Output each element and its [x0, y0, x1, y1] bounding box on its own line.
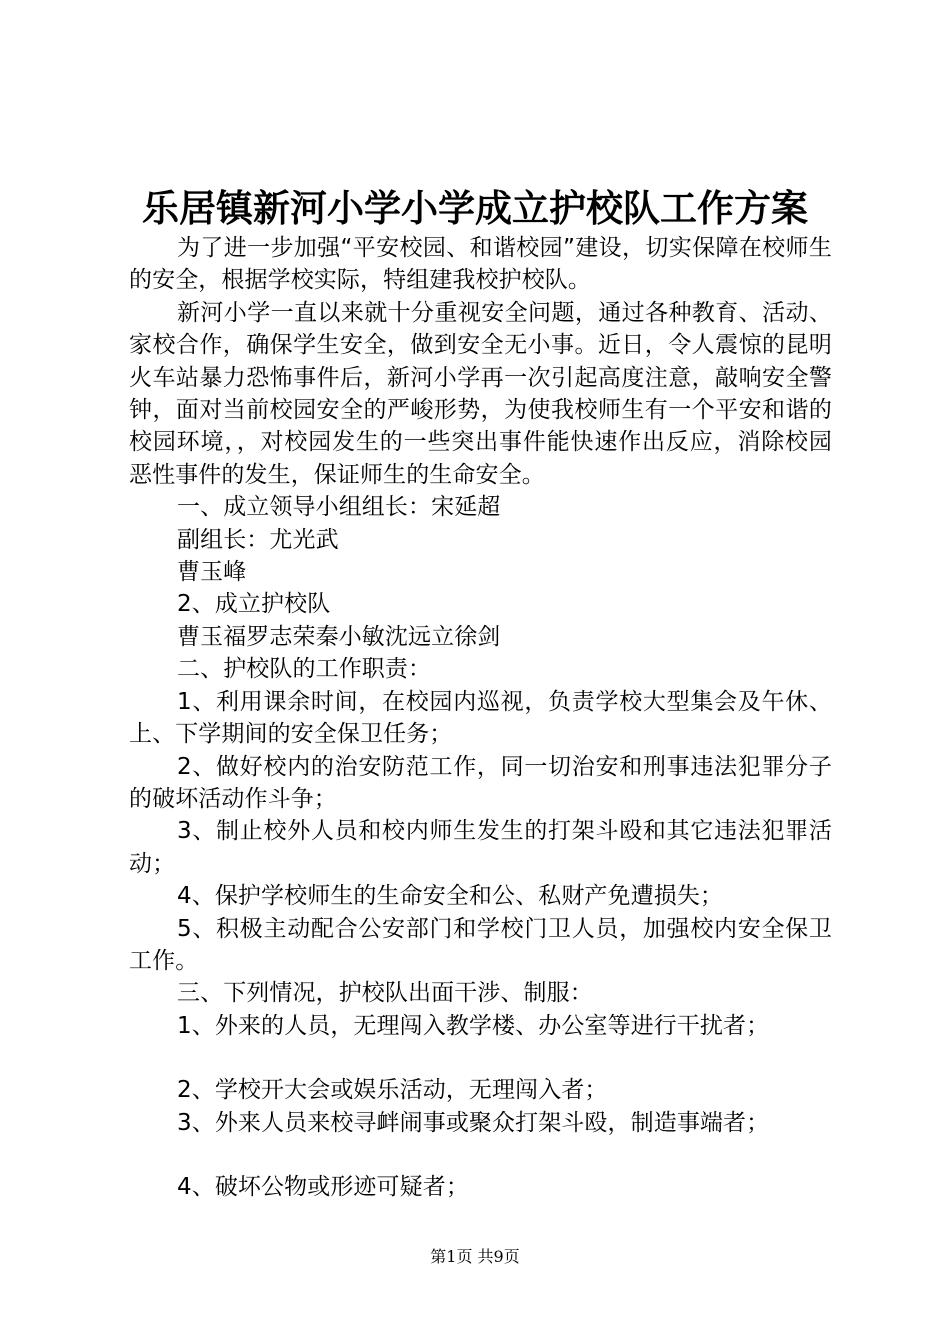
- paragraph: 一、成立领导小组组长：宋延超: [177, 494, 501, 521]
- paragraph: 二、护校队的工作职责：: [177, 656, 432, 683]
- paragraph: 5、积极主动配合公安部门和学校门卫人员，加强校内安全保卫工作。: [129, 915, 832, 974]
- paragraph: 副组长：尤光武: [177, 526, 339, 553]
- paragraph: 2、做好校内的治安防范工作，同一切治安和刑事违法犯罪分子的破坏活动作斗争；: [129, 753, 832, 812]
- paragraph: 1、外来的人员，无理闯入教学楼、办公室等进行干扰者；: [177, 1012, 770, 1039]
- paragraph: 三、下列情况，护校队出面干涉、制服：: [177, 980, 593, 1007]
- page-footer: 第1页 共9页: [430, 1247, 520, 1266]
- paragraph: 3、外来人员来校寻衅闹事或聚众打架斗殴，制造事端者；: [177, 1109, 770, 1136]
- paragraph: 2、学校开大会或娱乐活动，无理闯入者；: [177, 1077, 608, 1104]
- blank-line: [129, 1042, 832, 1074]
- paragraph: 3、制止校外人员和校内师生发生的打架斗殴和其它违法犯罪活动；: [129, 818, 832, 877]
- paragraph: 1、利用课余时间，在校园内巡视，负责学校大型集会及午休、上、下学期间的安全保卫任务；: [129, 688, 832, 748]
- paragraph: 为了进一步加强“平安校园、和谐校园”建设，切实保障在校师生的安全，根据学校实际，特组建我校护校队。: [129, 235, 832, 294]
- paragraph: 4、破坏公物或形迹可疑者；: [177, 1173, 469, 1200]
- paragraph: 新河小学一直以来就十分重视安全问题，通过各种教育、活动、家校合作，确保学生安全，做到安全无小事。近日，令人震惊的昆明火车站暴力恐怖事件后，新河小学再一次引起高度注意，敲响安全警钟，面对当前校园安全的严峻形势，为使我校师生有一个平安和谐的校园环境，，对校园发生的一些突出事件能快速作出反应，消除校园恶性事件的发生，保证师生的生命安全。: [129, 299, 832, 488]
- paragraph: 2、成立护校队: [177, 591, 331, 618]
- document-body: [129, 232, 832, 1203]
- paragraph: 曹玉福罗志荣秦小敏沈远立徐剑: [177, 623, 501, 650]
- paragraph: 曹玉峰: [177, 559, 247, 586]
- blank-line: [129, 1139, 832, 1171]
- paragraph: 4、保护学校师生的生命安全和公、私财产免遭损失；: [177, 883, 724, 910]
- document-title: 乐居镇新河小学小学成立护校队工作方案: [142, 186, 808, 230]
